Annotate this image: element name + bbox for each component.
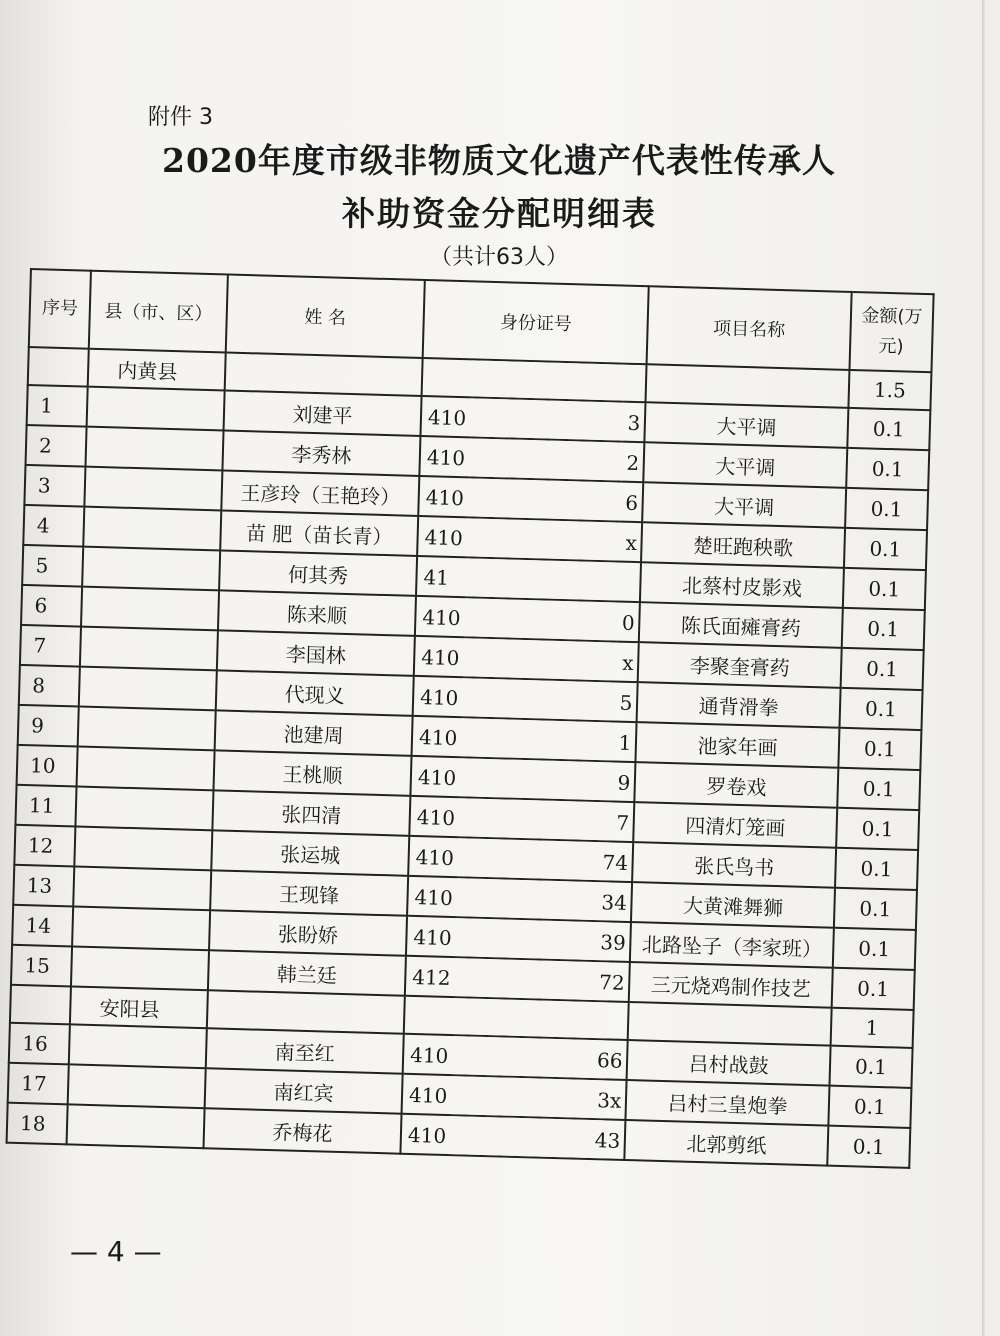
id-prefix: 410 bbox=[407, 1122, 447, 1148]
row-name: 张四清 bbox=[212, 790, 410, 835]
id-redaction-mask bbox=[455, 916, 610, 962]
row-id bbox=[403, 1034, 628, 1080]
id-redaction-mask bbox=[453, 996, 608, 1040]
id-redaction-mask bbox=[464, 596, 619, 642]
id-suffix: 3x bbox=[597, 1088, 622, 1113]
row-name: 池建周 bbox=[215, 710, 413, 755]
group-name-cell bbox=[225, 352, 423, 395]
row-amount: 0.1 bbox=[828, 1086, 911, 1128]
id-redaction-mask bbox=[468, 436, 623, 482]
column-header-seq: 序号 bbox=[29, 269, 91, 349]
row-seq: 17 bbox=[8, 1063, 69, 1105]
row-county bbox=[82, 547, 220, 591]
row-seq: 2 bbox=[25, 425, 86, 467]
id-redaction-mask bbox=[460, 716, 615, 762]
id-redaction-mask bbox=[467, 476, 622, 522]
row-id bbox=[412, 716, 637, 762]
row-county bbox=[74, 826, 212, 870]
id-prefix: 410 bbox=[409, 1042, 449, 1068]
column-header-name: 姓 名 bbox=[226, 275, 425, 358]
id-suffix: 9 bbox=[617, 770, 631, 795]
group-project-cell bbox=[646, 364, 849, 408]
document-title-line2: 补助资金分配明细表 bbox=[342, 194, 657, 233]
row-id bbox=[408, 836, 633, 882]
row-amount: 0.1 bbox=[847, 408, 930, 450]
row-name: 何其秀 bbox=[219, 550, 417, 595]
allocation-table bbox=[6, 268, 935, 1169]
attachment-label: 附件 3 bbox=[148, 105, 213, 130]
row-amount: 0.1 bbox=[832, 968, 915, 1010]
county-name: 内黄县 bbox=[88, 349, 226, 391]
row-county bbox=[78, 707, 216, 751]
row-amount: 0.1 bbox=[838, 728, 921, 770]
id-prefix: 412 bbox=[412, 964, 451, 991]
row-project: 四清灯笼画 bbox=[634, 802, 838, 848]
id-redaction-mask bbox=[456, 876, 611, 922]
id-redaction-mask bbox=[458, 796, 613, 842]
group-id-cell bbox=[422, 358, 647, 402]
row-seq: 9 bbox=[18, 705, 79, 747]
row-amount: 0.1 bbox=[829, 1046, 912, 1088]
id-suffix: 0 bbox=[621, 610, 636, 636]
row-id bbox=[415, 596, 640, 642]
row-name: 苗 肥（苗长青） bbox=[220, 510, 418, 555]
row-county bbox=[67, 1104, 205, 1148]
row-seq: 15 bbox=[11, 945, 72, 987]
table-body bbox=[7, 347, 932, 1168]
id-prefix: 410 bbox=[416, 805, 456, 831]
column-header-county: 县（市、区） bbox=[89, 271, 228, 353]
row-seq: 12 bbox=[14, 825, 75, 867]
row-seq: 1 bbox=[27, 385, 88, 427]
row-id bbox=[416, 556, 641, 602]
row-name: 韩兰廷 bbox=[208, 950, 406, 995]
row-project: 张氏鸟书 bbox=[632, 842, 836, 888]
row-name: 刘建平 bbox=[224, 390, 422, 435]
table-container bbox=[5, 268, 975, 1194]
id-suffix: 43 bbox=[594, 1128, 621, 1153]
row-seq: 8 bbox=[19, 665, 80, 707]
row-name: 南至红 bbox=[206, 1028, 404, 1073]
id-suffix: x bbox=[621, 650, 634, 676]
id-redaction-mask bbox=[469, 396, 624, 442]
row-seq: 4 bbox=[23, 505, 84, 547]
id-suffix: 3 bbox=[627, 410, 641, 436]
document-title-line1: 2020年度市级非物质文化遗产代表性传承人 bbox=[162, 141, 836, 180]
row-project: 北路坠子（李家班） bbox=[630, 922, 834, 968]
id-prefix: 41 bbox=[423, 565, 450, 590]
id-redaction-mask bbox=[463, 636, 618, 682]
row-seq: 11 bbox=[15, 785, 76, 827]
row-amount: 0.1 bbox=[835, 848, 918, 890]
row-county bbox=[71, 946, 209, 990]
document-subtitle: （共计63人） bbox=[430, 245, 568, 270]
row-amount: 0.1 bbox=[844, 528, 927, 570]
group-id-cell bbox=[404, 996, 629, 1040]
id-suffix: 6 bbox=[624, 490, 639, 516]
id-redaction-mask bbox=[454, 956, 609, 1002]
row-project: 通背滑拳 bbox=[637, 682, 841, 728]
row-name: 陈来顺 bbox=[218, 590, 416, 635]
id-suffix: 34 bbox=[601, 890, 628, 915]
row-amount: 0.1 bbox=[833, 928, 916, 970]
row-amount: 0.1 bbox=[839, 688, 922, 730]
id-redaction-mask bbox=[466, 516, 621, 562]
id-prefix: 410 bbox=[427, 405, 467, 431]
id-redaction-mask bbox=[450, 1074, 605, 1120]
row-seq: 7 bbox=[20, 625, 81, 667]
row-amount: 0.1 bbox=[843, 568, 926, 610]
row-seq: 5 bbox=[22, 545, 83, 587]
row-amount: 0.1 bbox=[836, 808, 919, 850]
row-seq: 3 bbox=[24, 465, 85, 507]
row-amount: 0.1 bbox=[837, 768, 920, 810]
row-county bbox=[76, 787, 214, 831]
row-county bbox=[86, 427, 224, 471]
row-name: 王现锋 bbox=[210, 870, 408, 915]
column-header-project: 项目名称 bbox=[647, 286, 852, 370]
row-name: 南红宾 bbox=[205, 1068, 403, 1113]
row-county bbox=[72, 906, 210, 950]
row-id bbox=[409, 796, 634, 842]
id-suffix: 74 bbox=[602, 850, 629, 875]
row-id bbox=[405, 956, 630, 1002]
row-county bbox=[81, 587, 219, 631]
id-suffix: 72 bbox=[598, 970, 625, 995]
id-suffix: 5 bbox=[619, 690, 633, 715]
id-suffix: 2 bbox=[626, 450, 640, 476]
id-prefix: 410 bbox=[418, 725, 458, 751]
id-redaction-mask bbox=[449, 1114, 604, 1160]
id-suffix: 66 bbox=[596, 1048, 623, 1073]
row-seq: 16 bbox=[9, 1023, 70, 1065]
id-prefix: 410 bbox=[413, 924, 452, 951]
row-project: 大平调 bbox=[644, 442, 848, 488]
row-name: 张运城 bbox=[211, 830, 409, 875]
id-suffix: 1 bbox=[618, 730, 632, 755]
row-county bbox=[85, 467, 223, 511]
id-prefix: 410 bbox=[419, 685, 459, 711]
column-header-id: 身份证号 bbox=[423, 280, 649, 364]
row-project: 三元烧鸡制作技艺 bbox=[629, 962, 833, 1008]
group-seq-cell bbox=[10, 985, 71, 1025]
row-county bbox=[79, 667, 217, 711]
id-redaction-mask bbox=[462, 676, 617, 722]
row-project: 楚旺跑秧歌 bbox=[641, 522, 845, 568]
row-county bbox=[68, 1064, 206, 1108]
row-id bbox=[418, 476, 643, 522]
row-name: 代现义 bbox=[216, 670, 414, 715]
row-name: 李国林 bbox=[217, 630, 415, 675]
row-id bbox=[410, 756, 635, 802]
row-county bbox=[83, 507, 221, 551]
id-prefix: 410 bbox=[425, 485, 465, 511]
county-name: 安阳县 bbox=[70, 986, 208, 1028]
row-name: 乔梅花 bbox=[203, 1108, 401, 1153]
id-suffix: 7 bbox=[616, 810, 630, 835]
page-number: — 4 — bbox=[70, 1235, 162, 1268]
row-county bbox=[87, 387, 225, 431]
row-name: 王桃顺 bbox=[213, 750, 411, 795]
id-prefix: 410 bbox=[422, 605, 461, 631]
row-id bbox=[402, 1074, 627, 1120]
id-prefix: 410 bbox=[415, 845, 455, 871]
group-seq-cell bbox=[28, 347, 89, 387]
row-county bbox=[69, 1024, 207, 1068]
row-name: 张盼娇 bbox=[209, 910, 407, 955]
row-id bbox=[419, 436, 644, 482]
row-county bbox=[77, 747, 215, 791]
row-id bbox=[413, 676, 638, 722]
group-name-cell bbox=[207, 990, 405, 1033]
group-project-cell bbox=[628, 1002, 831, 1046]
row-id bbox=[420, 396, 645, 442]
page-fold-shadow bbox=[982, 0, 986, 1336]
id-prefix: 410 bbox=[408, 1082, 448, 1108]
row-project: 池家年画 bbox=[636, 722, 840, 768]
row-id bbox=[407, 876, 632, 922]
row-id bbox=[400, 1114, 625, 1160]
row-seq: 13 bbox=[13, 865, 74, 907]
row-seq: 14 bbox=[12, 905, 73, 947]
row-project: 大黄滩舞狮 bbox=[631, 882, 835, 928]
id-redaction-mask bbox=[457, 836, 612, 882]
row-id bbox=[414, 636, 639, 682]
id-redaction-mask bbox=[452, 1034, 607, 1080]
row-amount: 0.1 bbox=[845, 488, 928, 530]
county-total-amount: 1 bbox=[830, 1008, 913, 1048]
id-prefix: 410 bbox=[426, 445, 466, 471]
id-redaction-mask bbox=[465, 556, 620, 602]
id-redaction-mask bbox=[459, 756, 614, 802]
row-name: 李秀林 bbox=[222, 430, 420, 475]
column-header-amount: 金额(万元) bbox=[849, 292, 933, 372]
county-total-amount: 1.5 bbox=[848, 370, 931, 410]
row-amount: 0.1 bbox=[827, 1126, 910, 1168]
row-amount: 0.1 bbox=[840, 648, 923, 690]
row-amount: 0.1 bbox=[842, 608, 925, 650]
id-prefix: 410 bbox=[417, 765, 457, 791]
row-amount: 0.1 bbox=[846, 448, 929, 490]
row-county bbox=[80, 627, 218, 671]
row-project: 吕村三皇炮拳 bbox=[626, 1080, 830, 1126]
row-seq: 10 bbox=[17, 745, 78, 787]
row-seq: 18 bbox=[7, 1103, 68, 1145]
id-prefix: 410 bbox=[424, 525, 464, 551]
row-project: 陈氏面瘫膏药 bbox=[639, 602, 843, 648]
id-redaction-mask bbox=[470, 358, 625, 402]
row-project: 北郭剪纸 bbox=[625, 1120, 829, 1166]
id-suffix: x bbox=[625, 530, 638, 556]
row-seq: 6 bbox=[21, 585, 82, 627]
row-id bbox=[417, 516, 642, 562]
row-project: 李聚奎膏药 bbox=[638, 642, 842, 688]
row-county bbox=[73, 866, 211, 910]
row-id bbox=[406, 916, 631, 962]
row-project: 大平调 bbox=[645, 402, 849, 448]
row-amount: 0.1 bbox=[834, 888, 917, 930]
row-name: 王彦玲（王艳玲） bbox=[221, 470, 419, 515]
row-project: 大平调 bbox=[643, 482, 847, 528]
id-suffix: 39 bbox=[600, 930, 627, 955]
id-prefix: 410 bbox=[420, 645, 460, 671]
id-prefix: 410 bbox=[414, 884, 454, 911]
row-project: 罗卷戏 bbox=[635, 762, 839, 808]
row-project: 吕村战鼓 bbox=[627, 1040, 831, 1086]
row-project: 北蔡村皮影戏 bbox=[640, 562, 844, 608]
